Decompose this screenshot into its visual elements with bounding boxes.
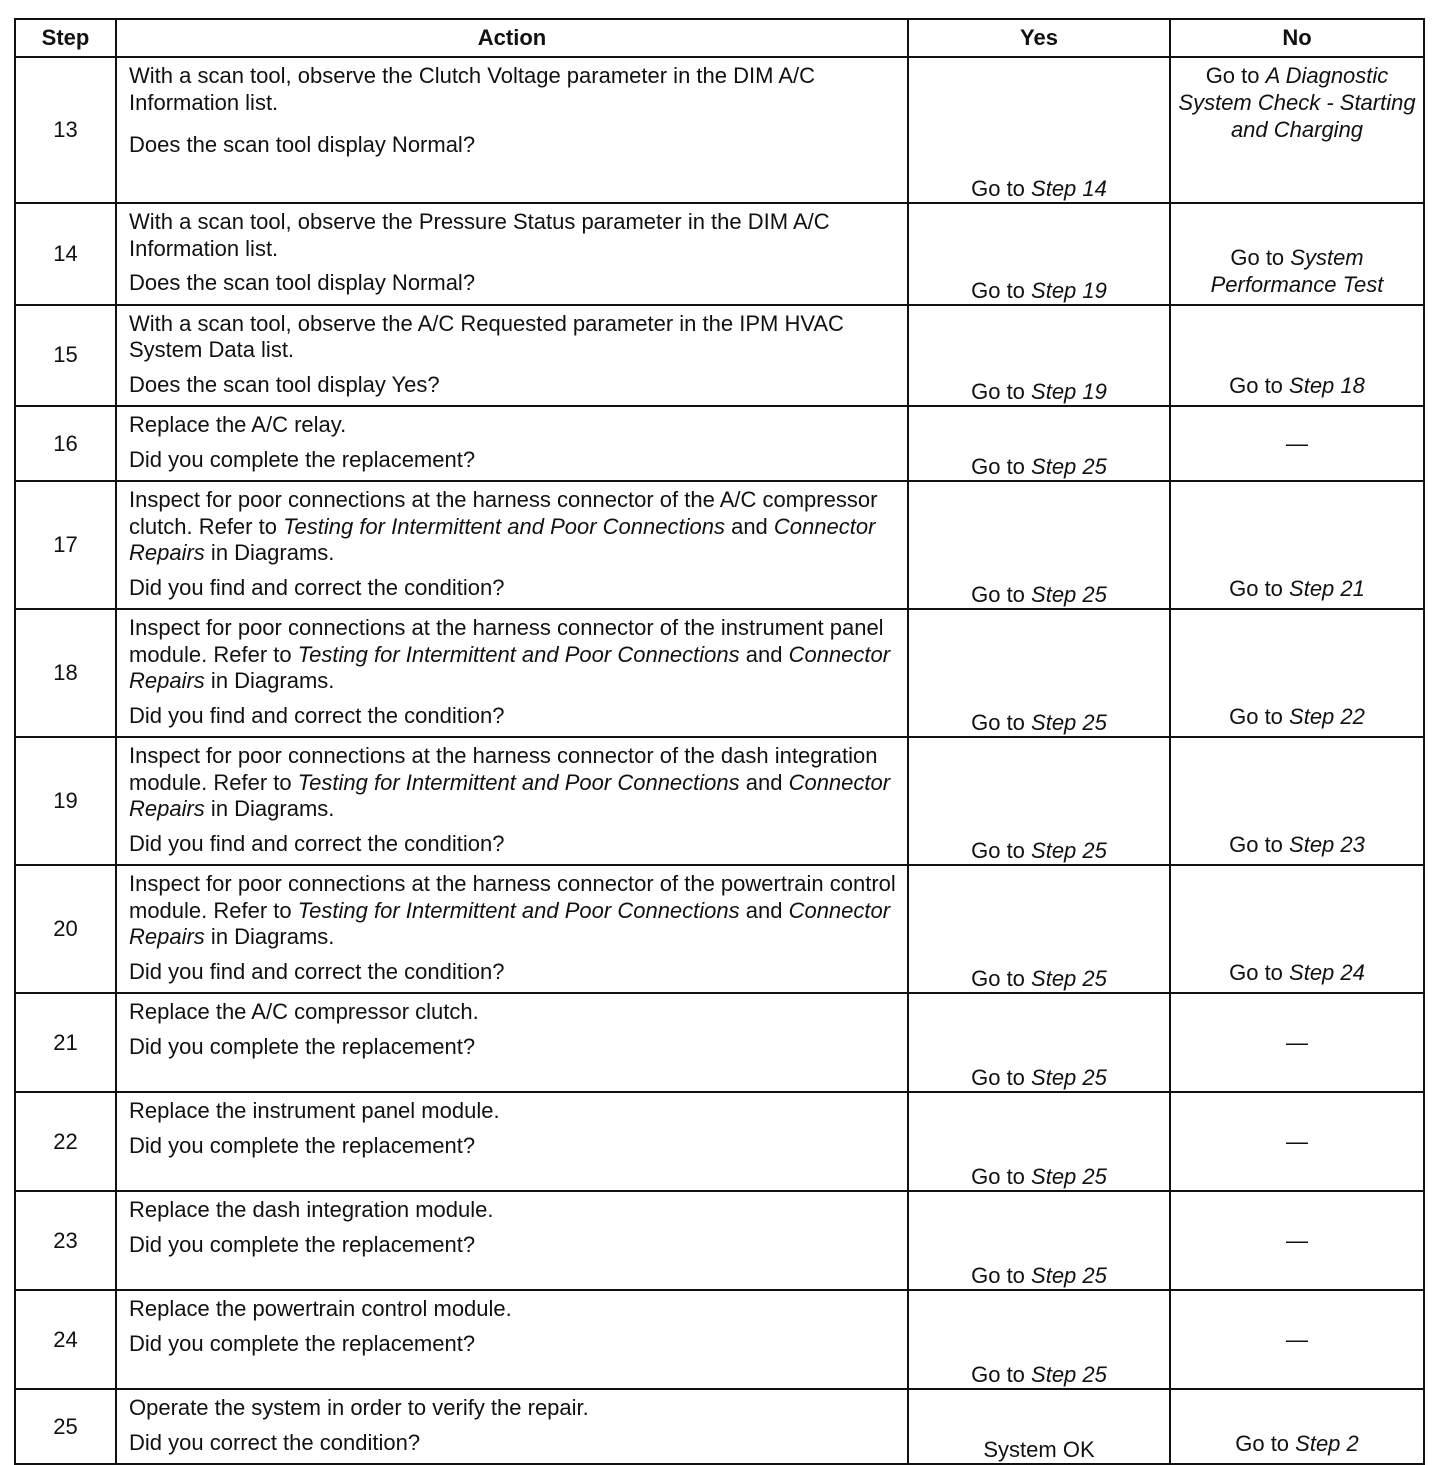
no-step-link[interactable]: System Performance Test [1210,244,1384,297]
table-row [15,1092,1424,1191]
yes-prefix: Go to [971,1065,1032,1090]
action-question: Did you complete the replacement? [129,1033,476,1059]
no-prefix: Go to [1229,960,1290,985]
action-text: With a scan tool, observe the Pressure Status parameter in the DIM A/C Information list. [129,209,830,261]
action-text: With a scan tool, observe the Clutch Voltage parameter in the DIM A/C Information list. [129,63,816,115]
action-text: Inspect for poor connections at the harness connector of the dash integration module. Refer to Testing for Intermittent and Poor Connections and Connector Repairs in Diagrams. [129,743,891,821]
yes-cell [908,305,1170,407]
connector-repairs-link[interactable]: Connector Repairs [129,897,891,949]
table-row [15,1389,1424,1464]
no-cell [1170,865,1424,993]
no-cell [1170,737,1424,865]
action-cell [116,1389,908,1464]
action-question: Did you find and correct the condition? [129,830,505,856]
yes-prefix: Go to [971,176,1032,201]
yes-cell [908,1389,1170,1464]
table-row [15,1290,1424,1389]
action-question: Did you complete the replacement? [129,446,476,472]
step-number: 22 [15,1092,116,1191]
no-cell [1170,1389,1424,1464]
table-row [15,993,1424,1092]
yes-prefix: Go to [971,379,1032,404]
action-cell [116,305,908,407]
no-prefix: Go to [1229,576,1290,601]
no-step-link[interactable]: Step 24 [1289,960,1365,985]
yes-result: System OK [983,1437,1095,1462]
action-cell [116,609,908,737]
no-dash: — [1286,431,1308,456]
action-question: Did you complete the replacement? [129,1231,476,1257]
action-question: Did you correct the condition? [129,1429,421,1455]
header-action: Action [116,19,908,57]
no-cell [1170,1191,1424,1290]
no-dash: — [1286,1129,1308,1154]
no-cell [1170,406,1424,481]
header-row [15,19,1424,57]
yes-prefix: Go to [971,838,1032,863]
action-text: With a scan tool, observe the A/C Requested parameter in the IPM HVAC System Data list. [129,310,844,362]
action-text: Inspect for poor connections at the harness connector of the powertrain control module. Refer to Testing for Intermittent and Poor Connections and Connector Repairs in Diagrams. [129,871,896,949]
connector-repairs-link[interactable]: Connector Repairs [129,641,891,693]
table-row [15,481,1424,609]
yes-prefix: Go to [971,966,1032,991]
action-cell [116,406,908,481]
yes-step-link[interactable]: Step 25 [1031,1362,1107,1387]
no-dash: — [1286,1327,1308,1352]
yes-step-link[interactable]: Step 14 [1031,176,1107,201]
no-prefix: Go to [1229,832,1290,857]
step-number: 16 [15,406,116,481]
yes-cell [908,1092,1170,1191]
step-number: 19 [15,737,116,865]
step-number: 14 [15,203,116,305]
step-number: 20 [15,865,116,993]
testing-intermittent-link[interactable]: Testing for Intermittent and Poor Connections [297,897,740,923]
action-cell [116,1191,908,1290]
connector-repairs-link[interactable]: Connector Repairs [129,513,876,565]
yes-prefix: Go to [971,1362,1032,1387]
table-row [15,737,1424,865]
yes-cell [908,1191,1170,1290]
no-step-link[interactable]: Step 2 [1295,1431,1359,1456]
no-cell [1170,203,1424,305]
no-cell [1170,57,1424,203]
step-number: 15 [15,305,116,407]
header-yes: Yes [908,19,1170,57]
yes-cell [908,865,1170,993]
step-number: 17 [15,481,116,609]
yes-prefix: Go to [971,1263,1032,1288]
testing-intermittent-link[interactable]: Testing for Intermittent and Poor Connections [297,769,740,795]
yes-cell [908,481,1170,609]
no-step-link[interactable]: Step 22 [1289,704,1365,729]
yes-prefix: Go to [971,454,1032,479]
no-prefix: Go to [1229,373,1290,398]
yes-step-link[interactable]: Step 19 [1031,379,1107,404]
action-cell [116,993,908,1092]
yes-cell [908,406,1170,481]
no-prefix: Go to [1235,1431,1296,1456]
action-text: Replace the powertrain control module. [129,1296,512,1321]
no-prefix: Go to [1205,63,1266,88]
step-number: 24 [15,1290,116,1389]
yes-cell [908,1290,1170,1389]
action-cell [116,865,908,993]
no-step-link[interactable]: Step 23 [1289,832,1365,857]
action-text: Operate the system in order to verify the repair. [129,1395,589,1420]
connector-repairs-link[interactable]: Connector Repairs [129,769,891,821]
step-number: 13 [15,57,116,203]
yes-prefix: Go to [971,710,1032,735]
step-number: 23 [15,1191,116,1290]
yes-prefix: Go to [971,1164,1032,1189]
action-question: Did you find and correct the condition? [129,574,505,600]
table-row [15,203,1424,305]
step-number: 21 [15,993,116,1092]
action-text: Replace the dash integration module. [129,1197,494,1222]
action-cell [116,1092,908,1191]
no-cell [1170,993,1424,1092]
action-question: Does the scan tool display Yes? [129,371,440,397]
table-row [15,305,1424,407]
yes-step-link[interactable]: Step 25 [1031,1065,1107,1090]
no-cell [1170,1092,1424,1191]
yes-cell [908,203,1170,305]
no-cell [1170,1290,1424,1389]
yes-step-link[interactable]: Step 19 [1031,277,1107,303]
table-row [15,1191,1424,1290]
no-prefix: Go to [1229,704,1290,729]
no-dash: — [1286,1030,1308,1055]
yes-cell [908,993,1170,1092]
action-text: Inspect for poor connections at the harness connector of the instrument panel module. Refer to Testing for Intermittent and Poor Connections and Connector Repairs in Diagrams. [129,615,891,693]
action-question: Did you complete the replacement? [129,1132,476,1158]
table-row [15,406,1424,481]
yes-step-link[interactable]: Step 25 [1031,1164,1107,1189]
yes-prefix: Go to [971,277,1032,303]
yes-step-link[interactable]: Step 25 [1031,1263,1107,1288]
yes-step-link[interactable]: Step 25 [1031,454,1107,479]
yes-cell [908,737,1170,865]
table-row [15,57,1424,203]
testing-intermittent-link[interactable]: Testing for Intermittent and Poor Connections [283,513,725,539]
testing-intermittent-link[interactable]: Testing for Intermittent and Poor Connections [297,641,740,667]
no-step-link[interactable]: Step 18 [1289,373,1365,398]
yes-cell [908,609,1170,737]
step-number: 18 [15,609,116,737]
header-no: No [1170,19,1424,57]
action-question: Did you complete the replacement? [129,1330,476,1356]
no-step-link[interactable]: A Diagnostic System Check - Starting and Charging [1178,63,1416,142]
no-dash: — [1286,1228,1308,1253]
table-row [15,609,1424,737]
action-text: Replace the instrument panel module. [129,1098,500,1123]
action-cell [116,203,908,305]
no-prefix: Go to [1230,244,1291,270]
table-row [15,865,1424,993]
yes-step-link[interactable]: Step 25 [1031,838,1107,863]
step-number: 25 [15,1389,116,1464]
header-step: Step [15,19,116,57]
no-cell [1170,609,1424,737]
yes-prefix: Go to [971,582,1032,607]
action-cell [116,57,908,203]
no-cell [1170,305,1424,407]
action-cell [116,1290,908,1389]
action-question: Does the scan tool display Normal? [129,132,476,157]
no-cell [1170,481,1424,609]
no-step-link[interactable]: Step 21 [1289,576,1365,601]
yes-step-link[interactable]: Step 25 [1031,582,1107,607]
diagnostic-table [14,18,1425,1465]
yes-step-link[interactable]: Step 25 [1031,710,1107,735]
action-text: Replace the A/C relay. [129,412,347,437]
action-cell [116,737,908,865]
yes-cell [908,57,1170,203]
action-question: Did you find and correct the condition? [129,958,505,984]
action-question: Did you find and correct the condition? [129,702,505,728]
action-text: Replace the A/C compressor clutch. [129,999,479,1024]
action-text: Inspect for poor connections at the harness connector of the A/C compressor clutch. Refer to Testing for Intermittent and Poor Connections and Connector Repairs in Diagrams. [129,487,878,565]
yes-step-link[interactable]: Step 25 [1031,966,1107,991]
action-question: Does the scan tool display Normal? [129,270,476,295]
action-cell [116,481,908,609]
